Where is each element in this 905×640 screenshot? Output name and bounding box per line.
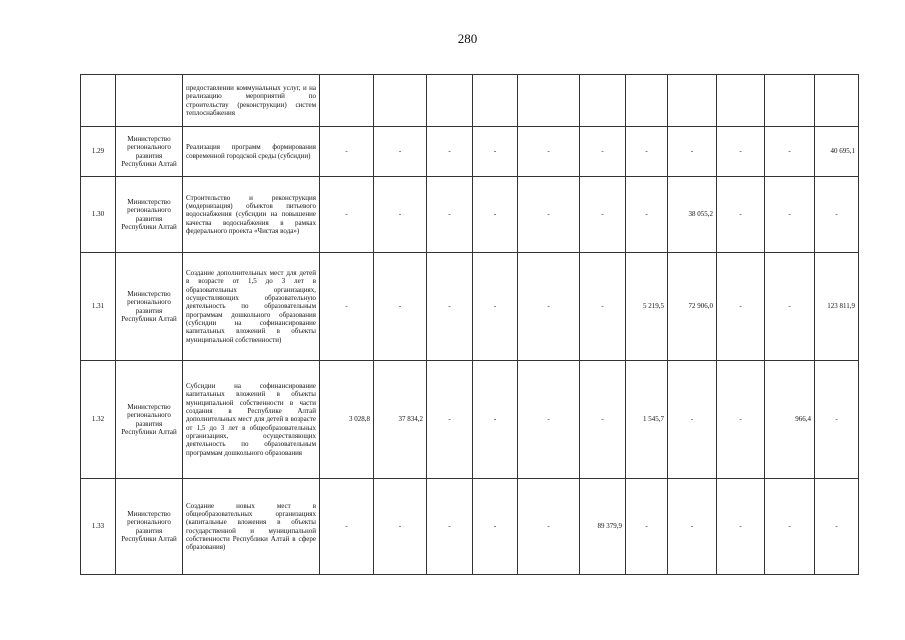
ministry-cell: Министерство регионального развития Республики Алтай — [116, 479, 183, 575]
value-cell: - — [374, 253, 427, 361]
page-number: 280 — [457, 31, 478, 46]
value-cell: - — [320, 479, 374, 575]
table-row — [81, 127, 859, 177]
value-cell: - — [717, 253, 765, 361]
value-cell: - — [765, 127, 815, 177]
value-cell: - — [717, 177, 765, 253]
row-number-cell: 1.31 — [81, 253, 116, 361]
value-cell: - — [320, 127, 374, 177]
value-cell: 40 695,1 — [815, 127, 859, 177]
value-cell — [765, 75, 815, 127]
value-cell — [580, 75, 626, 127]
value-cell: - — [626, 177, 668, 253]
description-cell: Создание дополнительных мест для детей в возрасте от 1,5 до 3 лет в образовательных организациях, осуществляющих образовательную деятельность по образовательным программам дошкольного образования (субсидии на софинансирование капитальных вложений в объекты муниципальной собственности) — [183, 253, 320, 361]
value-cell: - — [374, 127, 427, 177]
ministry-cell: Министерство регионального развития Республики Алтай — [116, 361, 183, 479]
description-cell: предоставлении коммунальных услуг, и на реализацию мероприятий по строительству (реконструкции) систем теплоснабжения — [183, 75, 320, 127]
value-cell: - — [626, 479, 668, 575]
ministry-cell: Министерство регионального развития Республики Алтай — [116, 177, 183, 253]
value-cell: - — [473, 361, 518, 479]
value-cell: 38 055,2 — [668, 177, 717, 253]
value-cell: - — [518, 253, 580, 361]
table-row — [81, 479, 859, 575]
value-cell: - — [580, 253, 626, 361]
value-cell: - — [427, 177, 473, 253]
value-cell: - — [518, 479, 580, 575]
value-cell: - — [473, 253, 518, 361]
table-row — [81, 361, 859, 479]
value-cell: - — [320, 177, 374, 253]
description-cell: Строительство и реконструкция (модернизация) объектов питьевого водоснабжения (субсидии на повышение качества водоснабжения в рамках федерального проекта «Чистая вода») — [183, 177, 320, 253]
value-cell — [626, 75, 668, 127]
table-body — [81, 75, 859, 575]
value-cell — [374, 75, 427, 127]
description-cell: Создание новых мест в общеобразовательных организациях (капитальные вложения в объекты государственной и муниципальной собственности Республики Алтай в сфере образования) — [183, 479, 320, 575]
value-cell: - — [427, 127, 473, 177]
row-number-cell — [81, 75, 116, 127]
value-cell: - — [518, 177, 580, 253]
value-cell: - — [518, 361, 580, 479]
value-cell: - — [427, 253, 473, 361]
value-cell: - — [815, 361, 859, 479]
ministry-cell: Министерство регионального развития Республики Алтай — [116, 253, 183, 361]
value-cell: 72 906,0 — [668, 253, 717, 361]
value-cell: - — [473, 177, 518, 253]
value-cell: - — [374, 479, 427, 575]
value-cell: - — [427, 361, 473, 479]
row-number-cell: 1.30 — [81, 177, 116, 253]
value-cell: 5 219,5 — [626, 253, 668, 361]
value-cell: - — [717, 479, 765, 575]
value-cell: - — [765, 253, 815, 361]
value-cell — [518, 75, 580, 127]
value-cell: 123 811,9 — [815, 253, 859, 361]
value-cell — [473, 75, 518, 127]
value-cell: - — [765, 479, 815, 575]
description-cell: Субсидии на софинансирование капитальных вложений в объекты муниципальной собственности в части создания в Республике Алтай дополнительных мест для детей в возрасте от 1,5 до 3 лет в общеобразовательных организациях, осуществляющих деятельность по образовательным программам дошкольного образования — [183, 361, 320, 479]
value-cell: - — [668, 127, 717, 177]
value-cell — [427, 75, 473, 127]
value-cell: 1 545,7 — [626, 361, 668, 479]
value-cell — [320, 75, 374, 127]
value-cell: - — [427, 479, 473, 575]
table-row — [81, 177, 859, 253]
value-cell: - — [815, 479, 859, 575]
value-cell: - — [580, 361, 626, 479]
value-cell — [668, 75, 717, 127]
ministry-cell: Министерство регионального развития Республики Алтай — [116, 127, 183, 177]
row-number-cell: 1.32 — [81, 361, 116, 479]
value-cell: - — [374, 177, 427, 253]
value-cell — [815, 75, 859, 127]
value-cell: - — [717, 361, 765, 479]
value-cell: - — [518, 127, 580, 177]
description-cell: Реализация программ формирования современной городской среды (субсидии) — [183, 127, 320, 177]
value-cell: - — [626, 127, 668, 177]
value-cell: - — [815, 177, 859, 253]
value-cell: 37 834,2 — [374, 361, 427, 479]
value-cell: - — [668, 361, 717, 479]
value-cell: - — [580, 177, 626, 253]
ministry-cell — [116, 75, 183, 127]
value-cell: - — [473, 127, 518, 177]
row-number-cell: 1.33 — [81, 479, 116, 575]
value-cell: - — [580, 127, 626, 177]
row-number-cell: 1.29 — [81, 127, 116, 177]
value-cell: 966,4 — [765, 361, 815, 479]
value-cell: - — [765, 177, 815, 253]
value-cell: - — [320, 253, 374, 361]
table-row — [81, 253, 859, 361]
value-cell: 3 028,8 — [320, 361, 374, 479]
value-cell — [717, 75, 765, 127]
value-cell: - — [473, 479, 518, 575]
value-cell: 89 379,9 — [580, 479, 626, 575]
table-row — [81, 75, 859, 127]
budget-table — [80, 74, 859, 575]
value-cell: - — [668, 479, 717, 575]
value-cell: - — [717, 127, 765, 177]
